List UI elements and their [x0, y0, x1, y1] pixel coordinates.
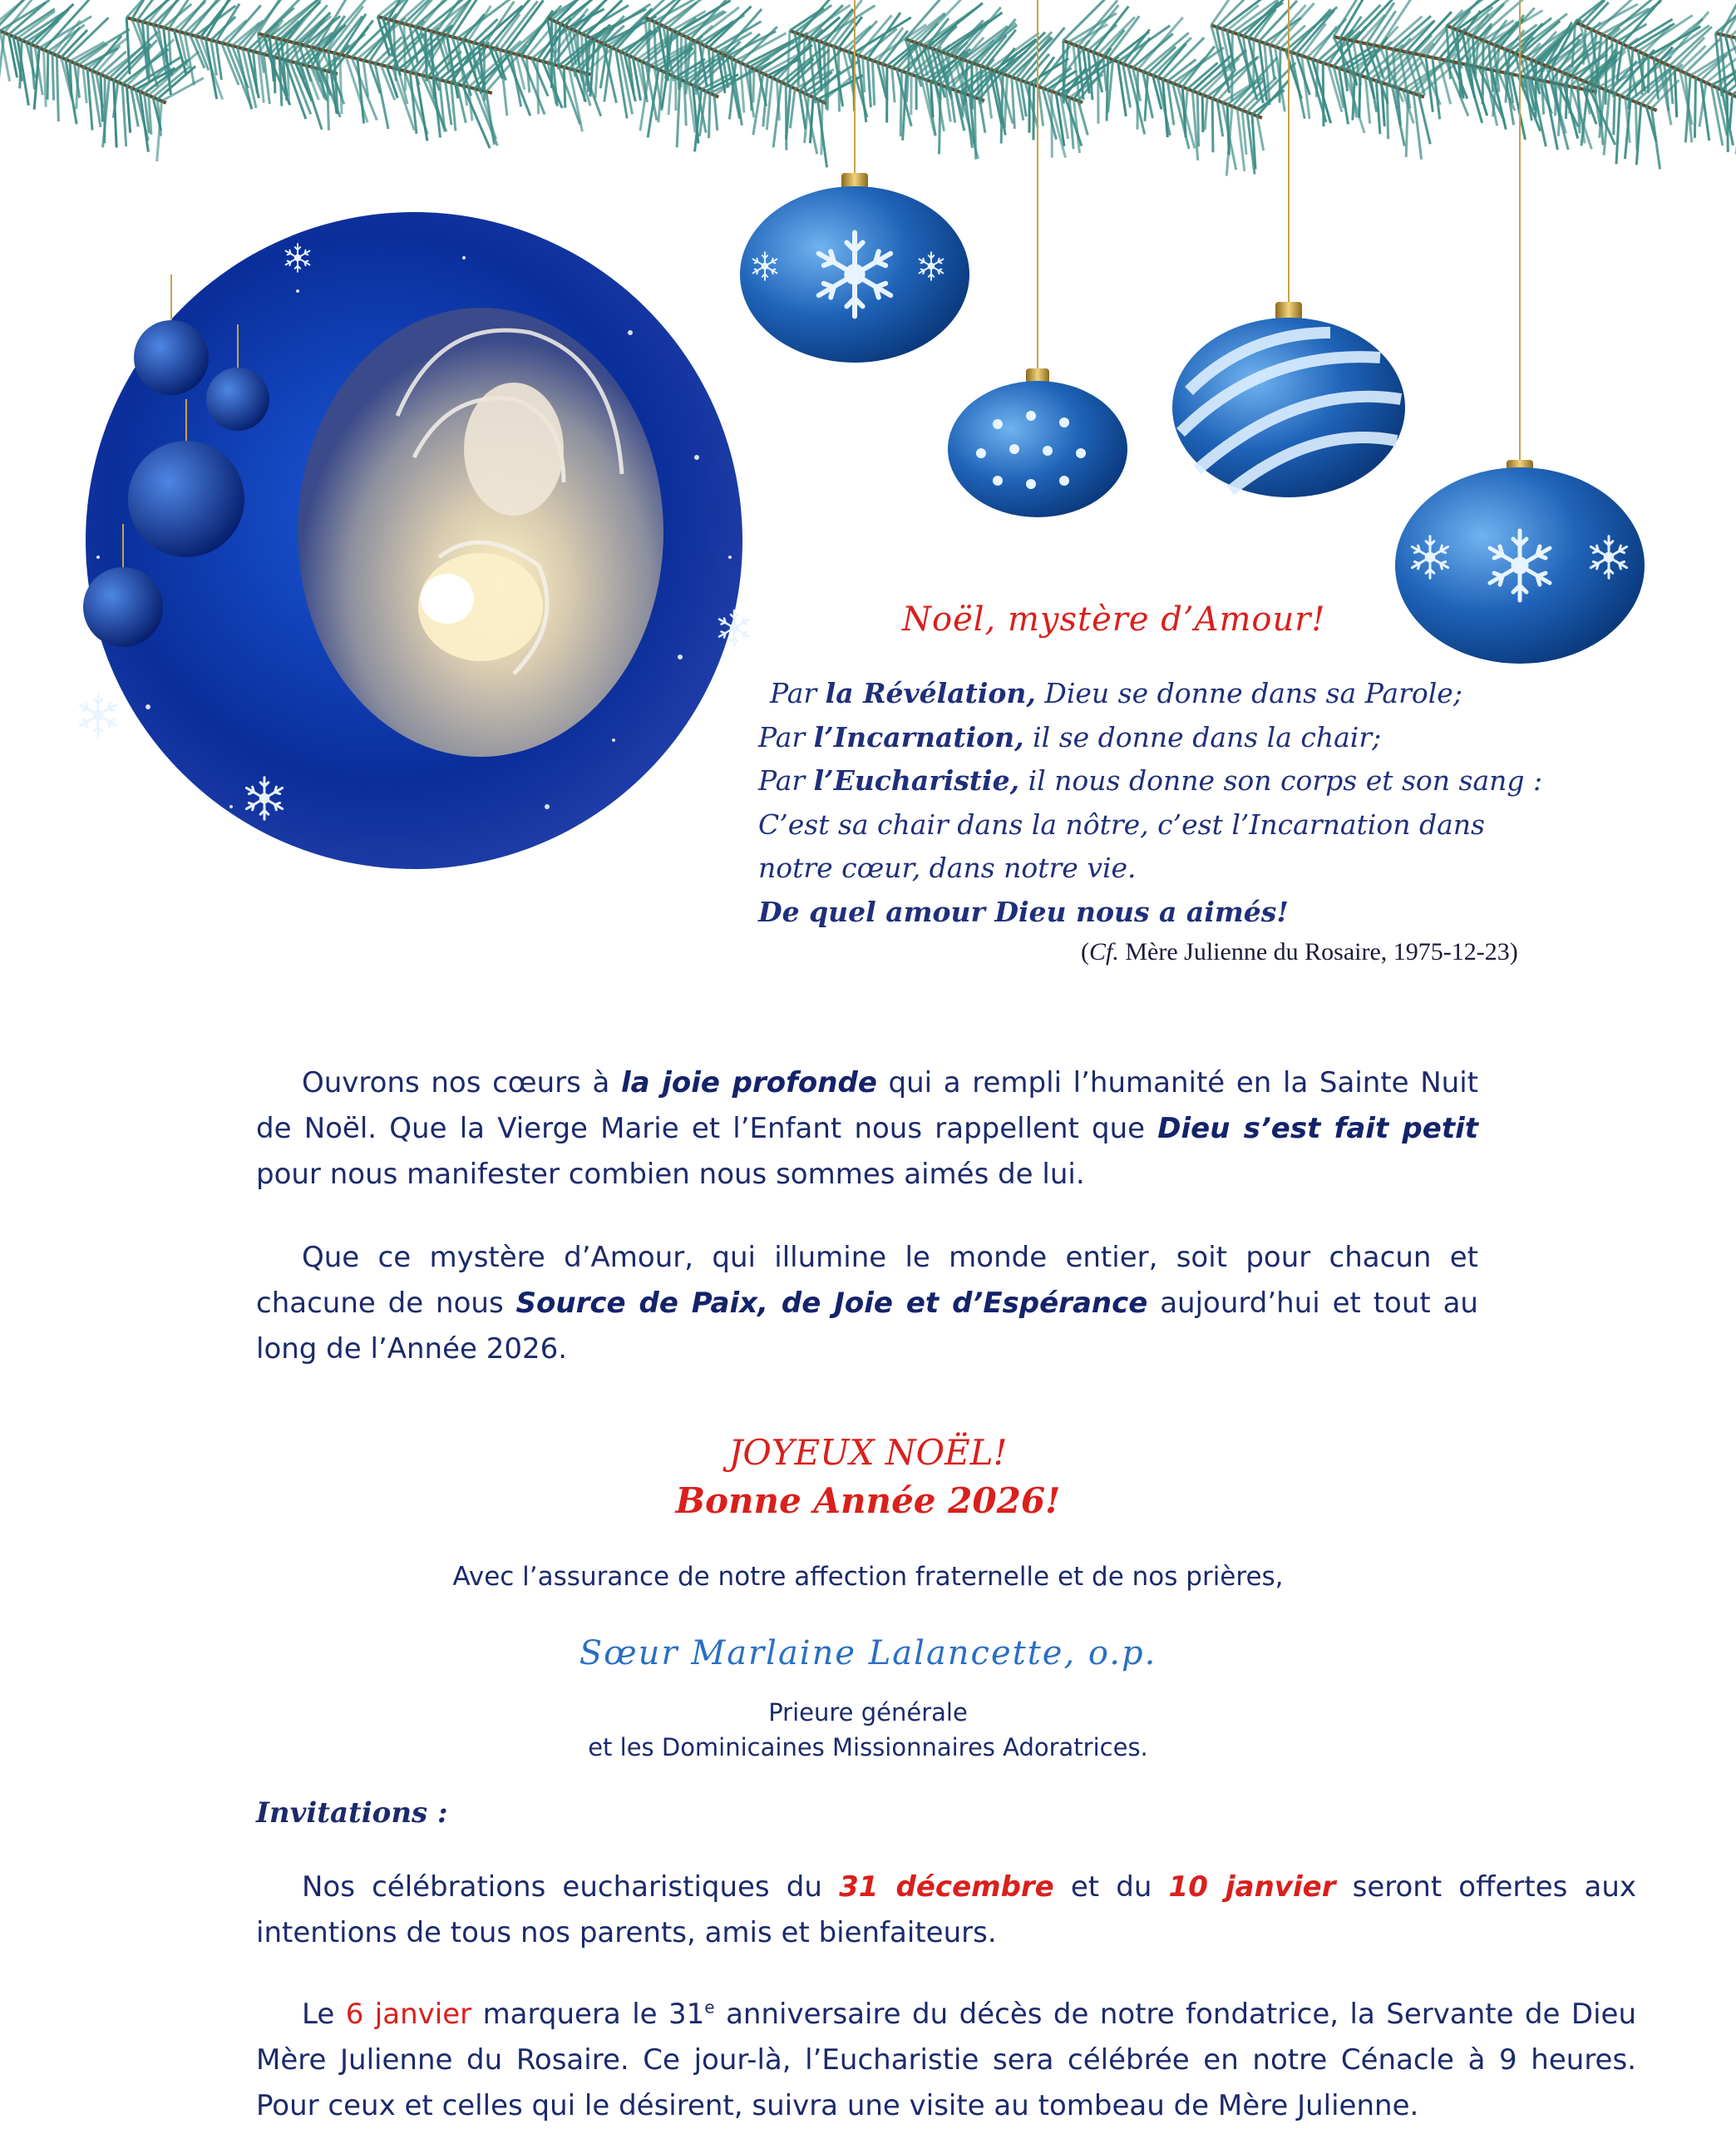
- paragraph-celebrations: Nos célébrations eucharistiques du 31 décembre et du 10 janvier seront offertes aux intentions de tous nos parents, amis et bienfaiteurs.: [256, 1870, 1637, 1949]
- signature: Sœur Marlaine Lalancette, o.p.: [579, 1634, 1157, 1672]
- striped-ornament-icon: [1172, 0, 1405, 497]
- closing-line: Avec l’assurance de notre affection fraternelle et de nos prières,: [452, 1562, 1284, 1592]
- paragraph-joy: Ouvrons nos cœurs à la joie profonde qui a rempli l’humanité en la Sainte Nuit de Noël. Que la Vierge Marie et l’Enfant nous rappellent que Dieu s’est fait petit pour nous manifester combien nous sommes aimés de lui.: [256, 1066, 1479, 1191]
- role-prioress: Prieure générale: [768, 1698, 968, 1726]
- poem-line: De quel amour Dieu nous a aimés!: [758, 895, 1289, 928]
- paragraph-mystery: Que ce mystère d’Amour, qui illumine le monde entier, soit pour chacun et chacune de nous Source de Paix, de Joie et d’Espérance aujourd’hui et tout au long de l’Année 2026.: [256, 1241, 1478, 1366]
- poem-line: Par l’Eucharistie, il nous donne son corps et son sang :: [758, 764, 1543, 797]
- poem-line: Par la Révélation, Dieu se donne dans sa Parole;: [770, 677, 1462, 709]
- paragraph-anniversary: Le 6 janvier marquera le 31e anniversaire du décès de notre fondatrice, la Servante de Dieu Mère Julienne du Rosaire. Ce jour-là, l’Eucharistie sera célébrée en notre Cénacle à 9 heures. Pour ceux et celles qui le désirent, suivra une visite au tombeau de Mère Julienne.: [256, 1997, 1636, 2122]
- virgin-and-child-medallion-image: [48, 208, 780, 873]
- poem-line: Par l’Incarnation, il se donne dans la chair;: [758, 720, 1382, 753]
- poem-line: notre cœur, dans notre vie.: [758, 852, 1137, 884]
- invitations-title: Invitations :: [256, 1796, 448, 1830]
- poem-block: [758, 672, 1590, 934]
- poem-title: Noël, mystère d’Amour!: [902, 600, 1326, 639]
- greeting-new-year: Bonne Année 2026!: [675, 1480, 1061, 1521]
- role-congregation: et les Dominicaines Missionnaires Adoratrices.: [588, 1733, 1148, 1761]
- greeting-noel: JOYEUX NOËL!: [728, 1432, 1008, 1473]
- snowflake-ornament-icon: [1395, 0, 1645, 664]
- poem-line: C’est sa chair dans la nôtre, c’est l’Incarnation dans: [758, 808, 1485, 841]
- dotted-ornament-icon: [948, 0, 1127, 517]
- poem-citation: (Cf. Mère Julienne du Rosaire, 1975-12-23): [1081, 938, 1518, 966]
